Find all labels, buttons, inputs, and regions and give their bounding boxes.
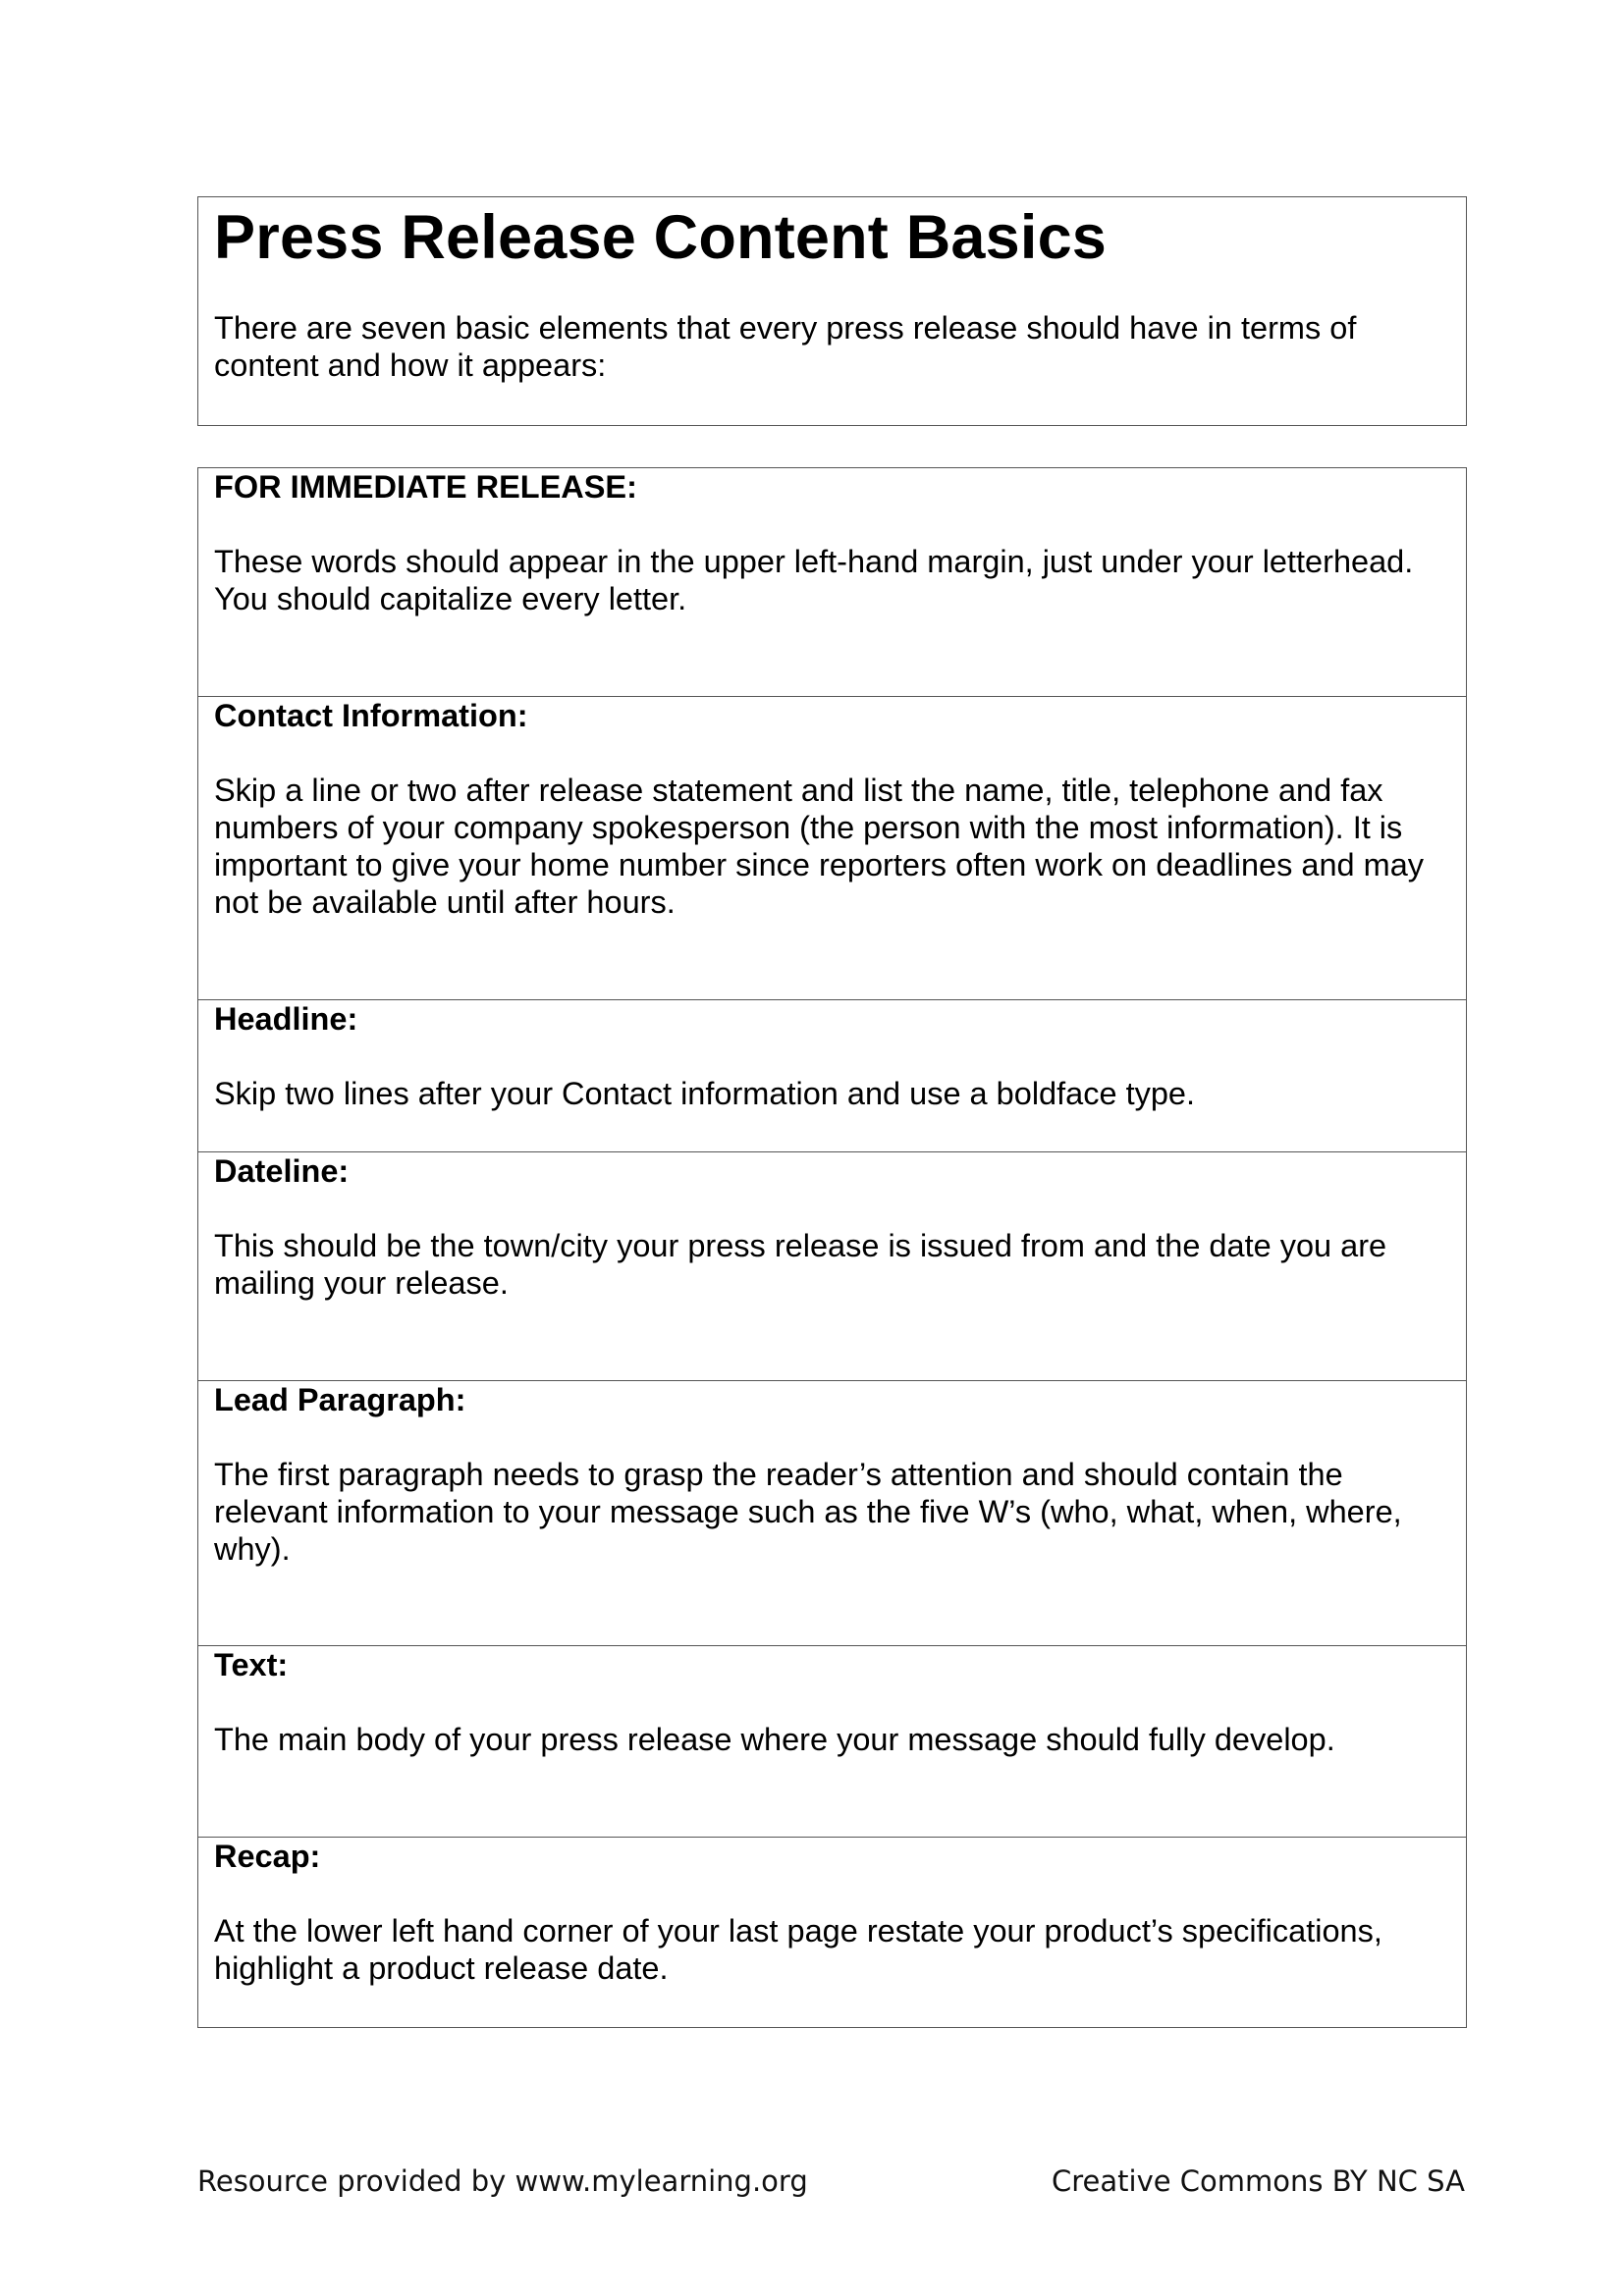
- section-heading: Text:: [214, 1647, 289, 1682]
- section-heading: Contact Information:: [214, 698, 528, 733]
- footer-license: Creative Commons BY NC SA: [1052, 2164, 1465, 2198]
- section-cell-contact-information: [198, 697, 1467, 1000]
- table-row: [198, 697, 1467, 1000]
- section-cell-recap: [198, 1838, 1467, 2028]
- section-cell-headline: [198, 1000, 1467, 1152]
- section-body: The first paragraph needs to grasp the reader’s attention and should contain the relevant information to your message such as the five W’s (who, what, when, where, why).: [214, 1457, 1402, 1567]
- intro-paragraph: There are seven basic elements that every press release should have in terms of content and how it appears:: [214, 310, 1357, 383]
- section-cell-immediate-release: [198, 468, 1467, 697]
- sections-table: [197, 467, 1467, 2028]
- intro-box: [197, 196, 1467, 426]
- table-row: [198, 1838, 1467, 2028]
- section-body: This should be the town/city your press release is issued from and the date you are mailing your release.: [214, 1228, 1387, 1301]
- table-row: [198, 1000, 1467, 1152]
- table-row: [198, 1646, 1467, 1838]
- section-body: The main body of your press release where your message should fully develop.: [214, 1722, 1335, 1757]
- section-cell-lead-paragraph: [198, 1381, 1467, 1646]
- section-body: At the lower left hand corner of your last page restate your product’s specifications, highlight a product release date.: [214, 1913, 1382, 1986]
- section-heading: Lead Paragraph:: [214, 1382, 466, 1417]
- section-body: Skip a line or two after release statement and list the name, title, telephone and fax numbers of your company spokesperson (the person with the most information). It is important to give your home number since reporters often work on deadlines and may not be available until after hours.: [214, 773, 1425, 920]
- section-body: Skip two lines after your Contact information and use a boldface type.: [214, 1076, 1196, 1111]
- section-heading: Recap:: [214, 1839, 321, 1874]
- section-cell-text: [198, 1646, 1467, 1838]
- section-heading: Headline:: [214, 1001, 358, 1037]
- section-body: These words should appear in the upper left-hand margin, just under your letterhead. You should capitalize every letter.: [214, 544, 1414, 616]
- table-row: [198, 1381, 1467, 1646]
- table-row: [198, 1152, 1467, 1381]
- page-title: Press Release Content Basics: [214, 203, 1108, 272]
- section-heading: Dateline:: [214, 1153, 350, 1189]
- table-row: [198, 468, 1467, 697]
- footer-resource-credit: Resource provided by www.mylearning.org: [197, 2164, 808, 2198]
- section-cell-dateline: [198, 1152, 1467, 1381]
- section-heading: FOR IMMEDIATE RELEASE:: [214, 469, 637, 505]
